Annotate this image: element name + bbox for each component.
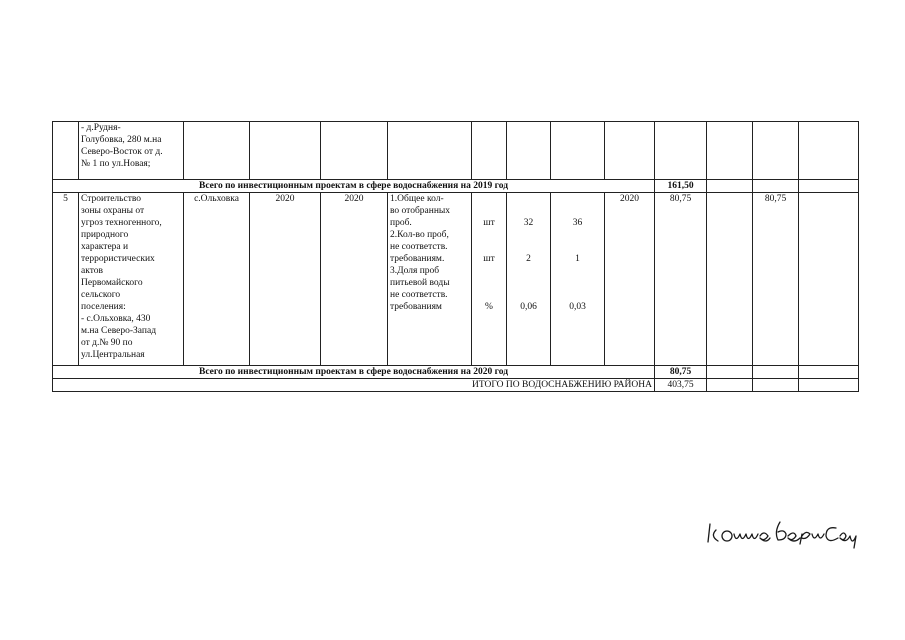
amount: 80,75	[655, 193, 707, 366]
row-number: 5	[53, 193, 79, 366]
sum-2019-label: Всего по инвестиционным проектам в сфере водоснабжения на 2019 год	[53, 180, 655, 193]
sum-2019-value: 161,50	[655, 180, 707, 193]
indicators: 1.Общее кол- во отобранных проб. 2.Кол-во проб, не соответств. требованиям. 3.Доля проб питьевой воды не соответств. требованиям	[388, 193, 472, 366]
location: с.Ольховка	[184, 193, 250, 366]
total-label: ИТОГО ПО ВОДОСНАБЖЕНИЮ РАЙОНА	[53, 379, 655, 392]
cell-num	[53, 122, 79, 180]
handwritten-signature	[706, 514, 866, 550]
sum-row-2020	[53, 366, 859, 379]
prev-project-name: - д.Рудня- Голубовка, 280 м.на Северо-Восток от д. № 1 по ул.Новая;	[79, 122, 184, 180]
table-row	[53, 193, 859, 366]
year-end: 2020	[321, 193, 388, 366]
total-value: 403,75	[655, 379, 707, 392]
year-done: 2020	[605, 193, 655, 366]
total-row	[53, 379, 859, 392]
year-start: 2020	[250, 193, 321, 366]
sum-row-2019	[53, 180, 859, 193]
table-row	[53, 122, 859, 180]
sum-2020-label: Всего по инвестиционным проектам в сфере водоснабжения на 2020 год	[53, 366, 655, 379]
amount-2: 80,75	[753, 193, 799, 366]
units: шт шт %	[472, 193, 507, 366]
values-base: 32 2 0,06	[507, 193, 551, 366]
project-name: Строительство зоны охраны от угроз техногенного, природного характера и террористических актов Первомайского сельского поселения: - с.Ольховка, 430 м.на Северо-Запад от д.№ 90 по ул.Центральная	[79, 193, 184, 366]
values-target: 36 1 0,03	[551, 193, 605, 366]
investment-table	[52, 121, 859, 392]
sum-2020-value: 80,75	[655, 366, 707, 379]
